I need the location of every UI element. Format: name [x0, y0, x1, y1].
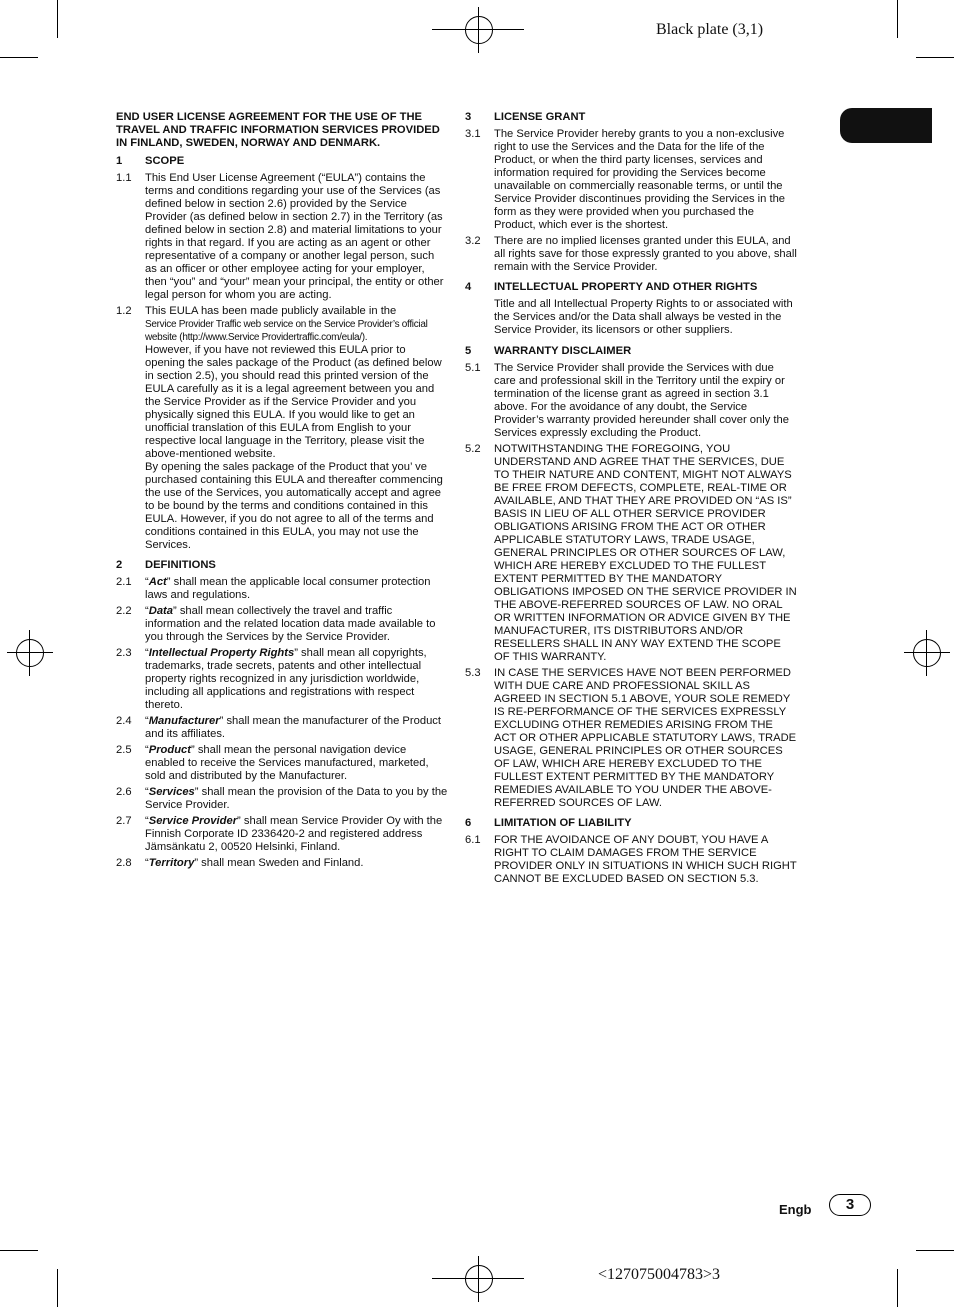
clause-number: 5.1	[465, 362, 481, 374]
quote-mark: “	[145, 857, 149, 869]
defined-term: Services	[148, 786, 195, 798]
clause-number: 2.8	[116, 857, 132, 869]
section-heading	[465, 345, 797, 358]
definition-text: ” shall mean Service Provider Oy with the Finnish Corporate ID 2336420-2 and registered address Jämsänkatu 2, 00520 Helsinki, Finland.	[145, 815, 443, 853]
definition	[116, 815, 448, 854]
registration-mark-right-icon	[913, 639, 941, 667]
defined-term: Manufacturer	[148, 715, 220, 727]
quote-mark: “	[145, 715, 149, 727]
left-column	[116, 111, 448, 873]
defined-term: Service Provider	[148, 815, 238, 827]
clause	[465, 235, 797, 274]
section-heading	[116, 559, 448, 572]
section-number: 1	[116, 155, 123, 167]
website-reference: Service Provider Traffic web service on the Service Provider’s official website (http://www.Service Providertraffic.com/eula/).	[145, 319, 428, 343]
definition	[116, 647, 448, 712]
plate-label: Black plate (3,1)	[656, 21, 764, 38]
clause-text: Title and all Intellectual Property Rights to or associated with the Services and/or the Data shall always be vested in the Service Provider, its licensors or other suppliers.	[494, 298, 793, 336]
defined-term: Data	[148, 605, 173, 617]
clause-number: 1.2	[116, 305, 132, 317]
clause-number: 2.2	[116, 605, 132, 617]
crop-mark-top-left-h	[0, 57, 38, 58]
definition	[116, 857, 448, 870]
section-title: LICENSE GRANT	[494, 111, 586, 123]
clause-number: 2.3	[116, 647, 132, 659]
definition-text: ” shall mean Sweden and Finland.	[194, 857, 364, 869]
clause	[465, 362, 797, 440]
definition-text: ” shall mean the applicable local consumer protection laws and regulations.	[145, 576, 431, 601]
clause	[465, 128, 797, 232]
clause-text: By opening the sales package of the Product that you’ ve purchased containing this EULA and thereafter commencing the use of the Services, you automatically accept and agree to be bound by the terms and conditions contained in this EULA. However, if you do not agree to all of the terms and conditions contained in this EULA, you may not use the Services.	[145, 461, 443, 551]
quote-mark: “	[145, 744, 149, 756]
registration-mark-left-icon	[16, 639, 44, 667]
definition-text: ” shall mean collectively the travel and traffic information and the related location data made available to you through the Services by the Service Provider.	[145, 605, 436, 643]
section-title: WARRANTY DISCLAIMER	[494, 345, 632, 357]
clause-text: There are no implied licenses granted under this EULA, and all rights save for those expressly granted to you above, shall remain with the Service Provider.	[494, 235, 797, 273]
crop-mark-top-left-v	[57, 0, 58, 38]
clause-number: 2.5	[116, 744, 132, 756]
clause-number: 5.2	[465, 443, 481, 455]
clause-text: The Service Provider shall provide the Services with due care and professional skill in the Territory until the expiry or termination of the license grant as agreed in section 3.1 above. For the avoidance of any doubt, the Service Provider’s warranty provided hereunder shall cover only the Services expressly excluding the Product.	[494, 362, 789, 439]
section-number: 6	[465, 817, 472, 829]
quote-mark: “	[145, 647, 149, 659]
section-title: INTELLECTUAL PROPERTY AND OTHER RIGHTS	[494, 281, 758, 293]
clause-text: However, if you have not reviewed this EULA prior to opening the sales package of the Product (as defined below in section 2.5), you should read this printed version of the EULA carefully as it is a legal agreement between you and the Service Provider as if the Service Provider and you physically signed this EULA. If you would like to get an unofficial translation of this EULA from English to your respective local language in the Territory, please visit the above-mentioned website.	[145, 344, 442, 460]
definition	[116, 786, 448, 812]
clause-text: FOR THE AVOIDANCE OF ANY DOUBT, YOU HAVE A RIGHT TO CLAIM DAMAGES FROM THE SERVICE PROVIDER ONLY IN SITUATIONS IN WHICH SUCH RIGHT CANNOT BE EXCLUDED BASED ON SECTION 5.3.	[494, 834, 797, 885]
clause-text: This End User License Agreement (“EULA”) contains the terms and conditions regarding your use of the Services (as defined below in section 2.6) provided by the Service Provider (as defined below in section 2.7) in the Territory (as defined below in section 2.8) and material limitations to your rights in that regard. If you are acting as an agent or other representative of a company or another legal person, such as an officer or other employee acting for your employer, then “you” and “your” mean your principal, the entity or other legal person for whom you are acting.	[145, 172, 444, 301]
section-heading	[465, 111, 797, 124]
definition	[116, 576, 448, 602]
clause-number: 1.1	[116, 172, 132, 184]
crop-mark-bottom-right-h	[916, 1250, 954, 1251]
section-number: 2	[116, 559, 123, 571]
definition-text: ” shall mean the manufacturer of the Product and its affiliates.	[145, 715, 441, 740]
quote-mark: “	[145, 605, 149, 617]
clause-text: NOTWITHSTANDING THE FOREGOING, YOU UNDERSTAND AND AGREE THAT THE SERVICES, DUE TO THEIR NATURE AND CONTENT, MIGHT NOT ALWAYS BE FREE FROM DEFECTS, COMPLETE, REAL-TIME OR AVAILABLE, AND THAT THEY ARE PROVIDED ON “AS IS” BASIS IN LIEU OF ALL OTHER SERVICE PROVIDER OBLIGATIONS ARISING FROM THE ACT OR OTHER APPLICABLE STATUTORY LAWS, TRADE USAGE, GENERAL PRINCIPLES OR OTHER SOURCES OF LAW, WHICH ARE HEREBY EXCLUDED TO THE FULLEST EXTENT PERMITTED BY THE MANDATORY OBLIGATIONS IMPOSED ON THE SERVICE PROVIDER IN THE ABOVE-REFERRED SOURCES OF LAW. NO ORAL OR WRITTEN INFORMATION OR ADVICE GIVEN BY THE MANUFACTURER, ITS DISTRIBUTORS AND/OR RESELLERS SHALL IN ANY WAY EXTEND THE SCOPE OF THIS WARRANTY.	[494, 443, 797, 663]
crop-mark-top-right-v	[897, 0, 898, 38]
crop-mark-bottom-right-v	[897, 1269, 898, 1307]
definition-text: ” shall mean the personal navigation device enabled to receive the Services manufactured, marketed, sold and distributed by the Manufacturer.	[145, 744, 429, 782]
section-title: SCOPE	[145, 155, 185, 167]
defined-term: Product	[148, 744, 191, 756]
clause	[465, 443, 797, 664]
clause-number: 6.1	[465, 834, 481, 846]
clause	[465, 667, 797, 810]
crop-mark-top-right-h	[916, 57, 954, 58]
registration-mark-bottom-icon	[465, 1265, 493, 1293]
page-number-badge: 3	[829, 1194, 871, 1216]
barcode-text: <127075004783>3	[598, 1266, 721, 1283]
registration-mark-top-icon	[465, 16, 493, 44]
clause-number: 2.4	[116, 715, 132, 727]
clause-number: 2.6	[116, 786, 132, 798]
section-heading	[116, 155, 448, 168]
section-heading	[465, 817, 797, 830]
section-number: 4	[465, 281, 472, 293]
clause-number: 2.7	[116, 815, 132, 827]
defined-term: Intellectual Property Rights	[148, 647, 295, 659]
clause-body	[145, 305, 448, 552]
right-column	[465, 111, 797, 889]
section-tab-marker	[840, 108, 932, 143]
quote-mark: “	[145, 815, 149, 827]
defined-term: Territory	[148, 857, 195, 869]
section-title: DEFINITIONS	[145, 559, 216, 571]
section-number: 5	[465, 345, 472, 357]
clause-number: 5.3	[465, 667, 481, 679]
definition	[116, 715, 448, 741]
section-title: LIMITATION OF LIABILITY	[494, 817, 632, 829]
clause-number: 3.1	[465, 128, 481, 140]
crop-mark-bottom-left-v	[57, 1269, 58, 1307]
defined-term: Act	[148, 576, 167, 588]
section-number: 3	[465, 111, 472, 123]
definition-text: ” shall mean the provision of the Data to you by the Service Provider.	[145, 786, 448, 811]
clause	[116, 172, 448, 302]
definition	[116, 605, 448, 644]
clause-text: IN CASE THE SERVICES HAVE NOT BEEN PERFORMED WITH DUE CARE AND PROFESSIONAL SKILL AS AGREED IN SECTION 5.1 ABOVE, YOUR SOLE REMEDY IS RE-PERFORMANCE OF THE SERVICES EXPRESSLY EXCLUDING OTHER REMEDIES ARISING FROM THE ACT OR OTHER APPLICABLE STATUTORY LAWS, TRADE USAGE, GENERAL PRINCIPLES OR OTHER SOURCES OF LAW, WHICH ARE HEREBY EXCLUDED TO THE FULLEST EXTENT PERMITTED BY THE MANDATORY REMEDIES AVAILABLE TO YOU UNDER THE ABOVE-REFERRED SOURCES OF LAW.	[494, 667, 797, 809]
quote-mark: “	[145, 576, 149, 588]
crop-mark-bottom-left-h	[0, 1250, 38, 1251]
document-title: END USER LICENSE AGREEMENT FOR THE USE OF THE TRAVEL AND TRAFFIC INFORMATION SERVICES PROVIDED IN FINLAND, SWEDEN, NORWAY AND DENMARK.	[116, 111, 440, 149]
definition	[116, 744, 448, 783]
definition-text: ” shall mean all copyrights, trademarks, trade secrets, patents and other intellectual property rights recognized in any jurisdiction worldwide, including all applications and registrations with respect thereto.	[145, 647, 427, 711]
clause-number: 2.1	[116, 576, 132, 588]
clause-text: This EULA has been made publicly available in the	[145, 305, 397, 317]
clause	[465, 834, 797, 886]
language-code: Engb	[779, 1202, 812, 1217]
quote-mark: “	[145, 786, 149, 798]
clause-text: The Service Provider hereby grants to you a non-exclusive right to use the Services and the Data for the life of the Product, or when the third party licenses, services and information required for providing the Services become unavailable on commercially reasonable terms, or until the Service Provider discontinues providing the Services in the form as they were provided when you purchased the Product, which ever is the shortest.	[494, 128, 786, 231]
section-heading	[465, 281, 797, 294]
clause	[116, 305, 448, 552]
clause-number: 3.2	[465, 235, 481, 247]
